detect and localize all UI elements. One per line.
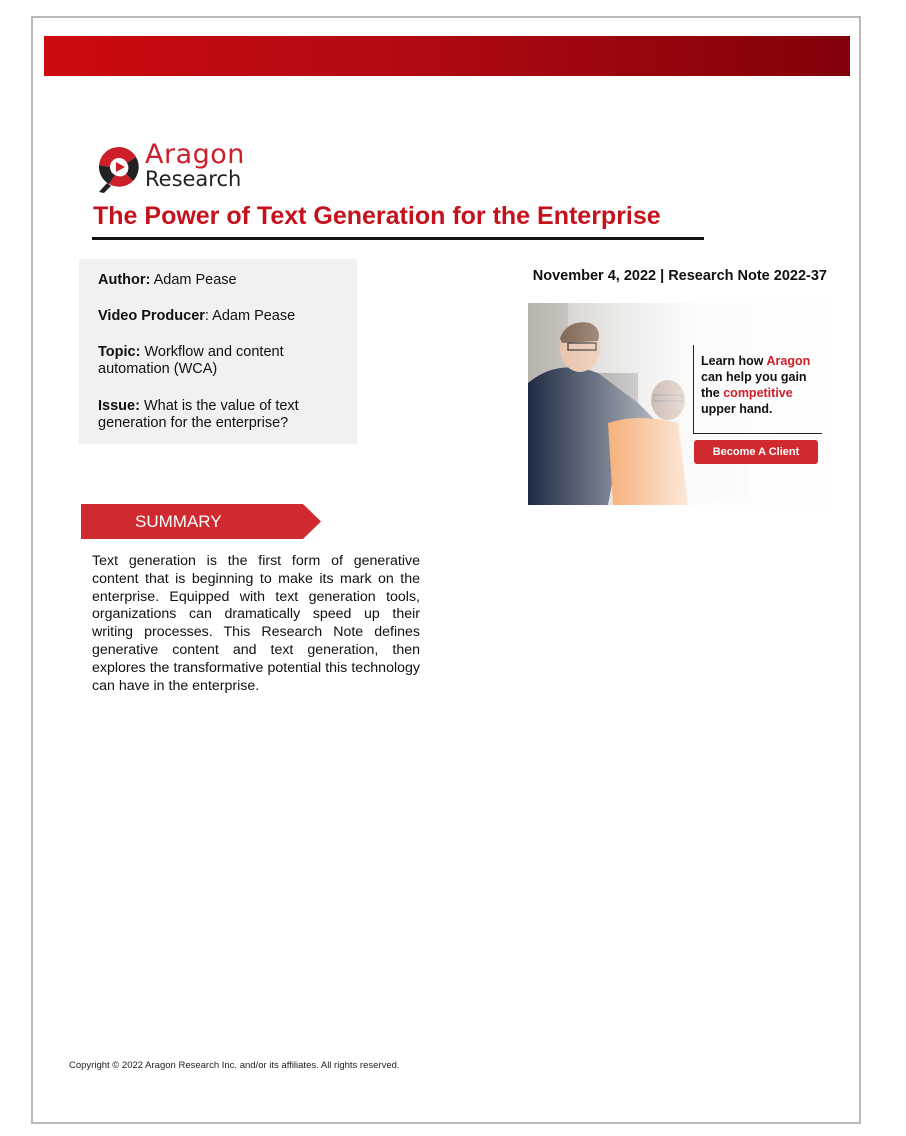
ad-headline — [701, 353, 826, 417]
meta-author-label: Author: — [98, 272, 151, 288]
meta-topic — [98, 344, 348, 378]
ad-text-highlight: competitive — [723, 386, 793, 400]
meta-topic-value: Workflow and content automation (WCA) — [98, 344, 284, 377]
logo-wordmark-aragon: Aragon — [145, 139, 245, 170]
ad-text-part: upper hand. — [701, 402, 773, 416]
meta-issue-label: Issue: — [98, 398, 140, 414]
summary-paragraph: Text generation is the first form of generative content that is beginning to make its mark on the enterprise. Equipped with text generation tools, organizations can dramatically speed up their writing processes. This Research Note defines generative content and text generation, then explores the transformative potential this technology can have in the enterprise. — [92, 553, 420, 694]
summary-heading: SUMMARY — [135, 512, 222, 531]
publication-dateline: November 4, 2022 | Research Note 2022-37 — [532, 268, 827, 284]
become-client-button[interactable]: Become A Client — [694, 440, 818, 464]
meta-author — [98, 272, 348, 289]
meta-topic-label: Topic: — [98, 344, 141, 360]
become-client-ad[interactable] — [528, 303, 827, 505]
meta-video-producer-value: : Adam Pease — [204, 308, 296, 324]
page-title: The Power of Text Generation for the Enterprise — [93, 202, 661, 230]
ad-text-part: Learn how — [701, 354, 767, 368]
title-underline — [92, 237, 704, 240]
copyright-notice: Copyright © 2022 Aragon Research Inc. and/or its affiliates. All rights reserved. — [69, 1060, 400, 1071]
ad-text-brand: Aragon — [766, 354, 811, 368]
ad-text-part: the — [701, 386, 724, 400]
meta-issue — [98, 398, 348, 432]
logo-wordmark-research: Research — [145, 167, 242, 191]
ad-text-part: can help you gain — [701, 370, 807, 384]
meta-issue-value: What is the value of text generation for the enterprise? — [98, 398, 299, 431]
meta-video-producer — [98, 308, 348, 325]
meta-video-producer-label: Video Producer — [98, 308, 205, 324]
header-bar — [44, 36, 850, 76]
meta-author-value: Adam Pease — [153, 272, 237, 288]
